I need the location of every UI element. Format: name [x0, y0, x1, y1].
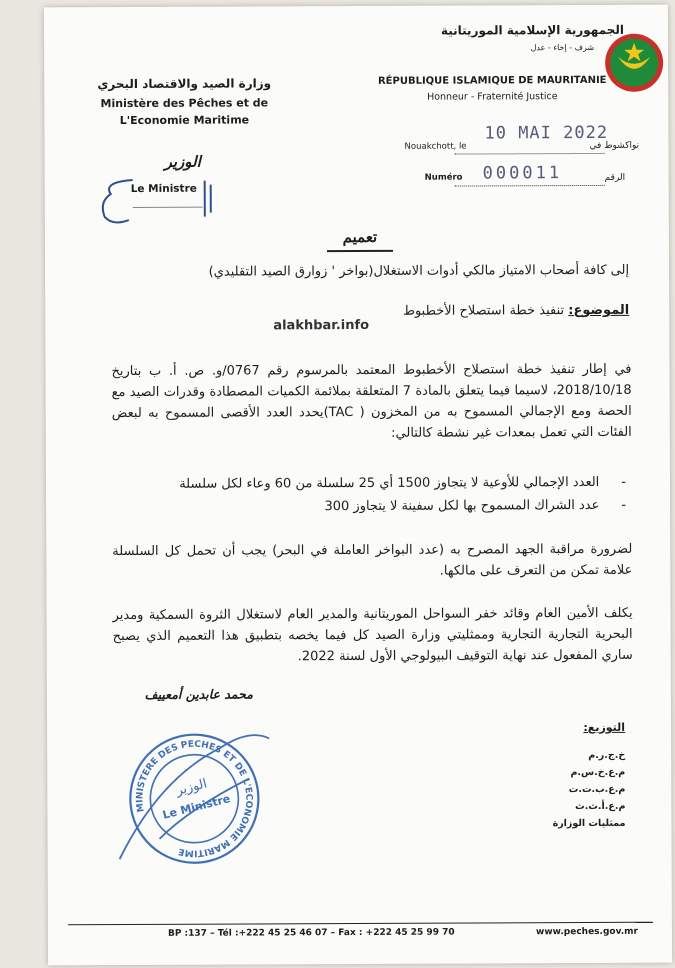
- motto-fr: Honneur - Fraternité Justice: [427, 91, 558, 103]
- city-label-ar: نواكشوط في: [589, 140, 640, 151]
- date-stamp: 10 MAI 2022: [484, 122, 609, 144]
- footer-website: www.peches.gov.mr: [535, 926, 638, 938]
- document-title: تعميم: [342, 227, 378, 247]
- paragraph-2: لضرورة مراقبة الجهد المصرح به (عدد البواخر العاملة في البحر) يجب أن تحمل كل السلسلة علامة تمكن من التعرف على مالكها.: [112, 541, 633, 579]
- subject-text: تنفيذ خطة استصلاح الأخطبوط: [402, 303, 569, 319]
- distribution-label: التوزيع:: [583, 720, 626, 735]
- title-underline: [327, 250, 393, 252]
- footer-rule: [68, 922, 653, 926]
- republic-name-fr: RÉPUBLIQUE ISLAMIQUE DE MAURITANIE: [377, 74, 607, 87]
- ministry-name-fr-line1: Ministère des Pêches et de: [100, 96, 269, 111]
- distribution-list: [517, 747, 625, 832]
- list-item: - العدد الإجمالي للأوعية لا يتجاوز 1500 أي 25 سلسلة من 60 وعاء لكل سلسلة: [112, 471, 632, 496]
- limits-list: [112, 471, 632, 519]
- list-item: ممثليات الوزارة: [552, 817, 626, 830]
- subject-line: [215, 303, 629, 320]
- republic-name-ar: الجمهورية الإسلامية الموريتانية: [440, 22, 625, 38]
- paragraph-1: في إطار تنفيذ خطة استصلاح الأخطبوط المعتمد بالمرسوم رقم 0767/و. ص. أ. ب بتاريخ 2018/10/18، لاسيما فيما يتعلق بالمادة 7 المتعلقة بملائمة الكميات المصطادة وقدرات الصيد مع الحصة ومع الإجمالي المسموح به من المخزون ( TAC)يحدد العدد الأقصى المسموح به لبعض الفئات التي تعمل بمعدات غير نشطة كالتالي:: [111, 361, 632, 441]
- paragraph-3: يكلف الأمين العام وقائد خفر السواحل الموريتانية والمدير العام لاستغلال الثروة السمكية ومدير البحرية التجارية التجارية وممثليتي وزارة الصيد كل فيما يخصه بتطبيق هذا التعميم الذي يصبح ساري المفعول عند نهاية التوقيف البيولوجي الأول لسنة 2022.: [112, 605, 633, 665]
- number-label-ar: الرقم: [604, 172, 626, 183]
- seal-center-text: Le Ministre: [161, 792, 232, 822]
- minister-mark-scribble: [201, 179, 217, 219]
- site-watermark: alakhbar.info: [273, 317, 370, 334]
- addressee-line: إلى كافة أصحاب الامتياز مالكي أدوات الاستغلال(بواخر ' زوارق الصيد التقليدي): [208, 262, 630, 280]
- city-label-fr: Nouakchott, le: [404, 141, 467, 152]
- minister-title-ar: الوزير: [164, 152, 201, 171]
- signatory-name: محمد عابدين أمعييف: [144, 686, 253, 702]
- footer-contact: [168, 927, 638, 939]
- footer-contact-text: BP :137 – Tél :+222 45 25 46 07 – Fax : +222 45 25 99 70: [167, 927, 455, 939]
- number-stamp: 000011: [482, 163, 563, 184]
- list-item: خ.ج.ر.م: [588, 749, 626, 761]
- ministry-name-fr-line2: L'Economie Maritime: [119, 113, 250, 128]
- minister-underline: [133, 207, 203, 208]
- motto-ar: شرف - إخاء - عدل: [530, 42, 595, 53]
- letter-page: [44, 5, 672, 966]
- seal-ring-text: MINISTERE DES PECHES ET DE L'ECONOMIE MARITIME: [135, 739, 254, 858]
- number-label-fr: Numéro: [424, 172, 463, 183]
- number-line: [455, 185, 605, 187]
- minister-title-fr: Le Ministre: [130, 182, 197, 195]
- list-item: م.ع.أ.ث.ث: [575, 800, 626, 813]
- minister-initial-scribble: [93, 172, 143, 227]
- date-line: [455, 153, 605, 155]
- svg-text:MINISTERE DES PECHES ET DE L'E: [122, 727, 266, 869]
- ministry-name-ar: وزارة الصيد والاقتصاد البحري: [97, 76, 272, 92]
- official-seal-stamp: [99, 718, 290, 869]
- seal-center-ar: الوزير: [174, 776, 209, 799]
- list-item: - عدد الشراك المسموح بها لكل سفينة لا يتجاوز 300: [112, 494, 632, 519]
- list-item: م.ع.ب.ت.ت: [568, 783, 626, 796]
- list-item: م.ع.خ.س.م: [570, 766, 626, 779]
- subject-label: الموضوع:: [568, 302, 630, 319]
